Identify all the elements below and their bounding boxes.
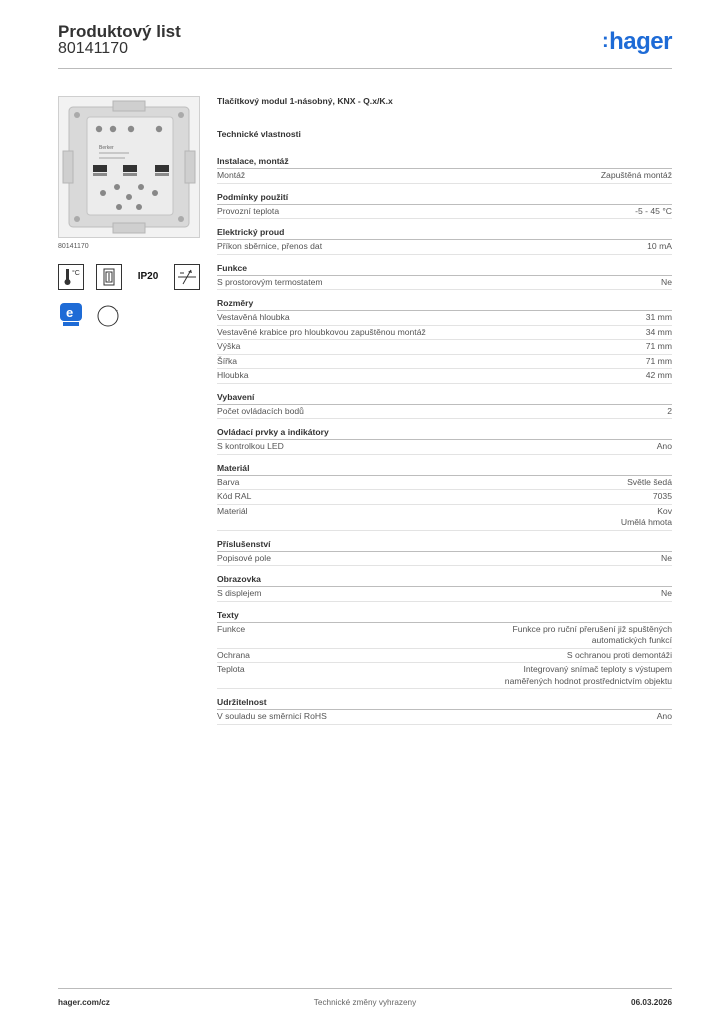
- spec-value-line: Ne: [661, 552, 672, 563]
- spec-value: [646, 356, 672, 368]
- spec-row: [217, 355, 672, 370]
- svg-text:°C: °C: [72, 270, 80, 277]
- image-caption: 80141170: [58, 243, 89, 250]
- spec-value-line: Ano: [656, 711, 672, 721]
- spec-groups: [217, 155, 672, 725]
- spec-group-title: Ovládací prvky a indikátory: [217, 426, 672, 440]
- technical-section-title: Technické vlastnosti: [217, 129, 301, 139]
- spec-key: Výška: [217, 341, 241, 351]
- spec-row: [217, 240, 672, 255]
- spec-value-line: Umělá hmota: [620, 517, 672, 527]
- device-icon: [96, 264, 122, 290]
- device-brand-label: Berker: [99, 145, 114, 151]
- spec-key: Příkon sběrnice, přenos dat: [217, 241, 323, 251]
- spec-row: [217, 405, 672, 420]
- spec-row: [217, 649, 672, 664]
- spec-row: [217, 710, 672, 725]
- spec-value-line: 42 mm: [645, 370, 672, 380]
- svg-text:..: ..: [115, 307, 119, 313]
- spec-value: [667, 406, 672, 418]
- spec-value-line: Ano: [656, 441, 672, 451]
- spec-value: [512, 624, 672, 647]
- spec-value: [653, 491, 672, 503]
- spec-row: [217, 311, 672, 326]
- spec-value: [657, 441, 672, 453]
- spec-value: [661, 277, 672, 289]
- page-header: [58, 22, 672, 68]
- spec-row: [217, 663, 672, 689]
- specification-panel: [217, 96, 672, 732]
- spec-group: [217, 538, 672, 567]
- spec-key: S kontrolkou LED: [217, 441, 284, 451]
- spec-group: [217, 155, 672, 184]
- spec-group: [217, 297, 672, 384]
- spec-value-line: -5 - 45 °C: [635, 205, 672, 216]
- spec-group-title: Materiál: [217, 462, 672, 476]
- spec-value-line: 7035: [652, 491, 672, 501]
- spec-value: [601, 170, 672, 182]
- svg-text:e: e: [66, 305, 74, 320]
- spec-value: [646, 370, 672, 382]
- spec-row: [217, 169, 672, 184]
- spec-row: [217, 505, 672, 531]
- spec-value: [505, 664, 672, 687]
- spec-row: [217, 276, 672, 291]
- spec-key: Provozní teplota: [217, 205, 280, 216]
- spec-value-line: 10 mA: [647, 241, 672, 251]
- spec-group: [217, 696, 672, 725]
- header-divider: [58, 68, 672, 69]
- spec-value-line: Kov: [657, 505, 672, 516]
- spec-key: Materiál: [217, 505, 248, 516]
- spec-value: [646, 312, 672, 324]
- spec-value: [627, 477, 672, 489]
- spec-value-line: Integrovaný snímač teploty s výstupem: [523, 664, 672, 674]
- spec-value-line: naměřených hodnot prostřednictvím objektu: [504, 675, 672, 686]
- spec-group: [217, 573, 672, 602]
- footer-date: 06.03.2026: [631, 998, 672, 1007]
- spec-group: [217, 391, 672, 420]
- spec-value: [661, 553, 672, 565]
- spec-value-line: 34 mm: [645, 326, 672, 337]
- spec-value: [621, 506, 672, 529]
- product-number: 80141170: [58, 40, 128, 57]
- spec-row: [217, 623, 672, 649]
- spec-key: Kód RAL: [217, 491, 252, 501]
- spec-value-line: Ne: [661, 276, 672, 287]
- spec-key: V souladu se směrnicí RoHS: [217, 711, 327, 721]
- spec-value: [635, 206, 672, 218]
- spec-key: Ochrana: [217, 649, 250, 660]
- spec-value: [657, 711, 672, 723]
- spec-value-line: S ochranou proti demontáži: [566, 649, 672, 660]
- spec-row: [217, 552, 672, 567]
- spec-row: [217, 476, 672, 491]
- spec-row: [217, 587, 672, 602]
- spec-key: Teplota: [217, 664, 245, 674]
- spec-group: [217, 609, 672, 690]
- adjust-icon: [174, 264, 200, 290]
- spec-row: [217, 490, 672, 505]
- temperature-icon: [58, 264, 84, 290]
- spec-key: Funkce: [217, 623, 246, 634]
- spec-key: Vestavěné krabice pro hloubkovou zapuštěnou montáž: [217, 326, 426, 337]
- spec-row: [217, 205, 672, 220]
- ip20-label: IP20: [137, 271, 159, 282]
- spec-value: [661, 588, 672, 600]
- spec-value-line: 2: [667, 405, 672, 416]
- spec-key: Barva: [217, 476, 240, 487]
- spec-value-line: Funkce pro ruční přerušení již spuštěných: [512, 623, 672, 634]
- spec-group: [217, 462, 672, 531]
- footer-website: hager.com/cz: [58, 998, 110, 1007]
- spec-group: [217, 191, 672, 220]
- footer-note: Technické změny vyhrazeny: [313, 998, 417, 1007]
- spec-row: [217, 369, 672, 384]
- spec-value-line: 71 mm: [645, 341, 672, 351]
- spec-group-title: Příslušenství: [217, 538, 672, 552]
- spec-value-line: Ne: [661, 588, 672, 598]
- spec-group-title: Elektrický proud: [217, 226, 672, 240]
- spec-group-title: Vybavení: [217, 391, 672, 405]
- connection-icon: [96, 302, 122, 328]
- spec-row: [217, 326, 672, 341]
- spec-key: S displejem: [217, 588, 262, 598]
- spec-group-title: Texty: [217, 609, 672, 623]
- spec-group-title: Podmínky použití: [217, 191, 672, 205]
- spec-value-line: Zapuštěná montáž: [600, 170, 672, 180]
- product-image-drawing: [59, 97, 199, 237]
- ip20-icon: [135, 264, 161, 290]
- spec-key: Vestavěná hloubka: [217, 312, 290, 322]
- hager-logo: [602, 28, 672, 56]
- spec-group-title: Rozměry: [217, 297, 672, 311]
- footer-divider: [58, 988, 672, 989]
- logo-dots-icon: :: [601, 30, 609, 52]
- spec-group: [217, 226, 672, 255]
- product-image: [58, 96, 200, 238]
- spec-row: [217, 340, 672, 355]
- spec-value-line: 71 mm: [645, 355, 672, 366]
- spec-group-title: Funkce: [217, 262, 672, 276]
- logo-text: hager: [609, 28, 672, 55]
- spec-value: [647, 241, 672, 253]
- spec-key: Montáž: [217, 170, 246, 180]
- spec-group-title: Instalace, montáž: [217, 155, 672, 169]
- spec-value-line: Světle šedá: [627, 476, 672, 487]
- spec-key: Šířka: [217, 355, 238, 366]
- spec-key: Popisové pole: [217, 552, 271, 563]
- product-name: Tlačítkový modul 1-násobný, KNX - Q.x/K.x: [217, 96, 393, 106]
- document-title: Produktový list: [58, 22, 181, 41]
- knx-easy-icon: [58, 302, 84, 328]
- spec-value-line: automatických funkcí: [591, 635, 672, 645]
- spec-group: [217, 262, 672, 291]
- spec-group: [217, 426, 672, 455]
- spec-key: Počet ovládacích bodů: [217, 405, 304, 416]
- spec-group-title: Udržitelnost: [217, 696, 672, 710]
- spec-row: [217, 440, 672, 455]
- spec-key: S prostorovým termostatem: [217, 276, 323, 287]
- spec-value-line: 31 mm: [645, 312, 672, 322]
- spec-group-title: Obrazovka: [217, 573, 672, 587]
- spec-key: Hloubka: [217, 370, 249, 380]
- spec-value: [646, 327, 672, 339]
- spec-value: [646, 341, 672, 353]
- spec-value: [567, 650, 672, 662]
